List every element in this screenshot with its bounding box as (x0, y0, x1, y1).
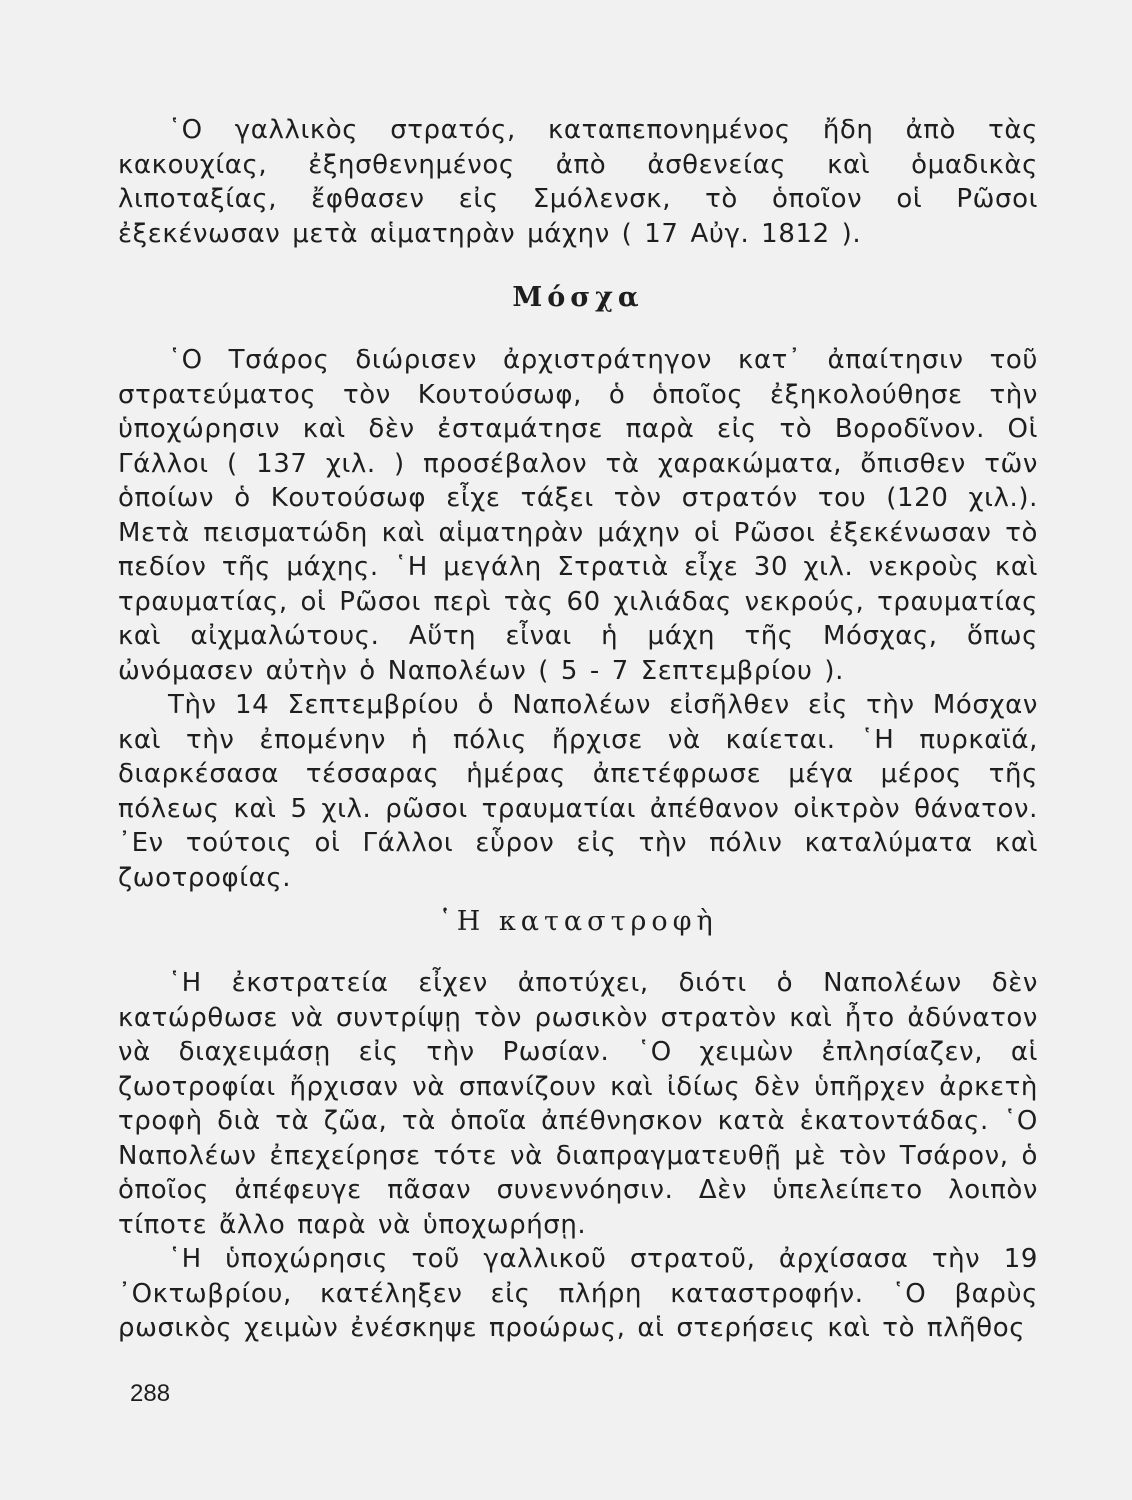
paragraph: ῾Η ἐκστρατεία εἶχεν ἀποτύχει, διότι ὁ Ναπολέων δὲν κατώρθωσε νὰ συντρίψῃ τὸν ρωσικὸν στρατὸν καὶ ἦτο ἀδύνατον νὰ διαχειμάσῃ εἰς τὴν Ρωσίαν. ῾Ο χειμὼν ἐπλησίαζεν, αἱ ζωοτροφίαι ἤρχισαν νὰ σπανίζουν καὶ ἰδίως δὲν ὑπῆρχεν ἀρκετὴ τροφὴ διὰ τὰ ζῶα, τὰ ὁποῖα ἀπέθνησκον κατὰ ἑκατοντάδας. ῾Ο Ναπολέων ἐπεχείρησε τότε νὰ διαπραγματευθῇ μὲ τὸν Τσάρον, ὁ ὁποῖος ἀπέφευγε πᾶσαν συνεννόησιν. Δὲν ὑπελείπετο λοιπὸν τίποτε ἄλλο παρὰ νὰ ὑποχωρήσῃ. (118, 968, 1038, 1240)
paragraph: Τὴν 14 Σεπτεμβρίου ὁ Ναπολέων εἰσῆλθεν εἰς τὴν Μόσχαν καὶ τὴν ἐπομένην ἡ πόλις ἤρχισε νὰ καίεται. ῾Η πυρκαϊά, διαρκέσασα τέσσαρας ἡμέρας ἀπετέφρωσε μέγα μέρος τῆς πόλεως καὶ 5 χιλ. ρῶσοι τραυματίαι ἀπέθανον οἰκτρὸν θάνατον. ᾿Εν τούτοις οἱ Γάλλοι εὗρον εἰς τὴν πόλιν καταλύματα καὶ ζωοτροφίας. (118, 690, 1038, 893)
paragraph: ῾Ο Τσάρος διώρισεν ἀρχιστράτηγον κατ᾽ ἀπαίτησιν τοῦ στρατεύματος τὸν Κουτούσωφ, ὁ ὁποῖος ἐξηκολούθησε τὴν ὑποχώρησιν καὶ δὲν ἐσταμάτησε παρὰ εἰς τὸ Βοροδῖνον. Οἱ Γάλλοι ( 137 χιλ. ) προσέβαλον τὰ χαρακώματα, ὄπισθεν τῶν ὁποίων ὁ Κουτούσωφ εἶχε τάξει τὸν στρατόν του (120 χιλ.). Μετὰ πεισματώδη καὶ αἱματηρὰν μάχην οἱ Ρῶσοι ἐξεκένωσαν τὸ πεδίον τῆς μάχης. ῾Η μεγάλη Στρατιὰ εἶχε 30 χιλ. νεκροὺς καὶ τραυματίας, οἱ Ρῶσοι περὶ τὰς 60 χιλιάδας νεκρούς, τραυματίας καὶ αἰχμαλώτους. Αὕτη εἶναι ἡ μάχη τῆς Μόσχας, ὅπως ὠνόμασεν αὐτὴν ὁ Ναπολέων ( 5 - 7 Σεπτεμβρίου ). (118, 345, 1038, 686)
paragraph: ῾Η ὑποχώρησις τοῦ γαλλικοῦ στρατοῦ, ἀρχίσασα τὴν 19 ᾿Οκτωβρίου, κατέληξεν εἰς πλήρη καταστροφήν. ῾Ο βαρὺς ρωσικὸς χειμὼν ἐνέσκηψε προώρως, αἱ στερήσεις καὶ τὸ πλῆθος (118, 1244, 1038, 1343)
section-heading-catastrophe: ῾Η καταστροφὴ (438, 906, 718, 937)
intro-paragraph: ῾Ο γαλλικὸς στρατός, καταπεπονημένος ἤδη ἀπὸ τὰς κακουχίας, ἐξησθενημένος ἀπὸ ἀσθενείας καὶ ὁμαδικὰς λιποταξίας, ἔφθασεν εἰς Σμόλενσκ, τὸ ὁποῖον οἱ Ρῶσοι ἐξεκένωσαν μετὰ αἱματηρὰν μάχην ( 17 Αὐγ. 1812 ). (118, 115, 1038, 249)
section-body-moscow (118, 343, 1038, 895)
page-number: 288 (130, 1380, 171, 1407)
section-body-catastrophe (118, 966, 1038, 1346)
intro-text (118, 113, 1038, 251)
section-heading-moscow: Μόσχα (512, 282, 644, 313)
